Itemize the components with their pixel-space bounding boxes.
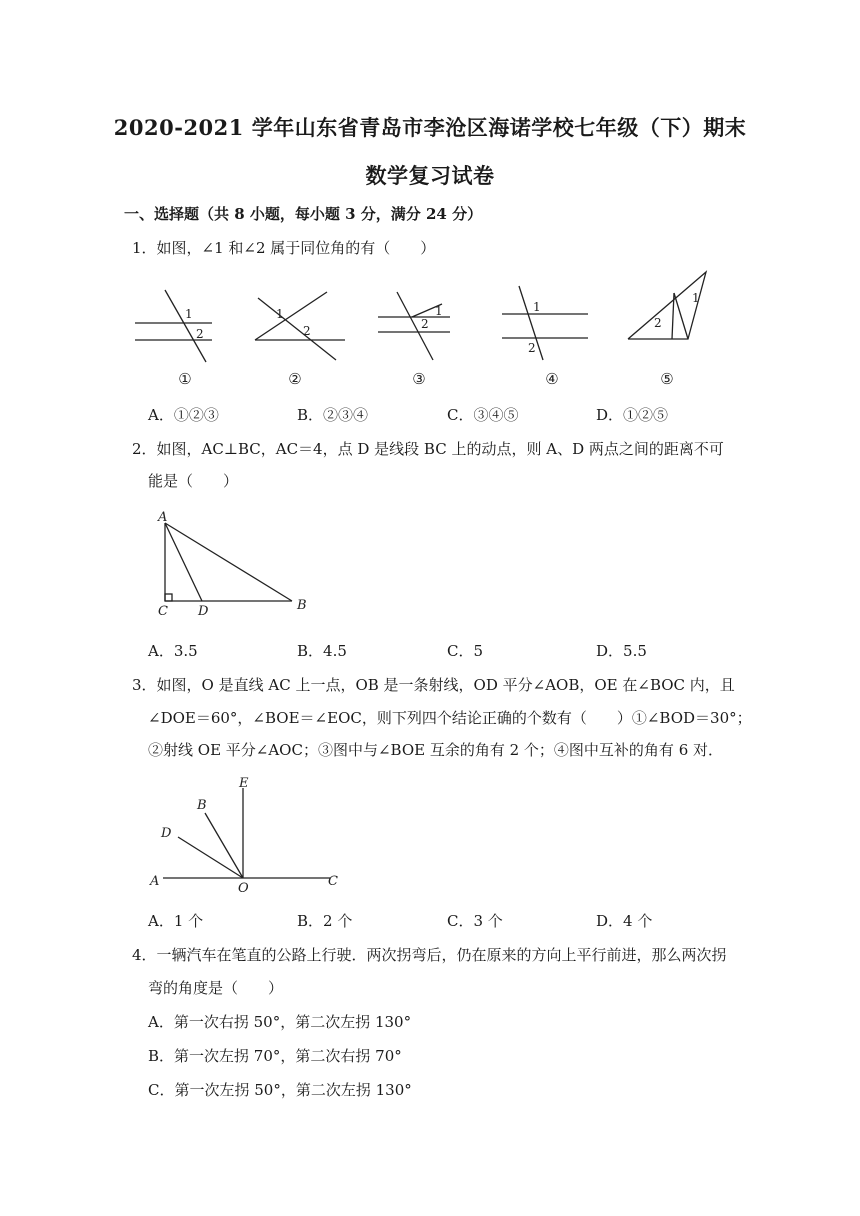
point-label-d: D	[198, 604, 209, 619]
q1-stem: 1．如图，∠1 和∠2 属于同位角的有（ ）	[132, 239, 436, 257]
point-label-d: D	[161, 826, 172, 841]
q3-stem-line2: ∠DOE＝60°，∠BOE＝∠EOC，则下列四个结论正确的个数有（ ）①∠BOD＝30°；	[148, 709, 752, 727]
point-label-c: C	[328, 874, 338, 889]
q2-option-d[interactable]: D．5.5	[596, 642, 647, 660]
q3-stem-line1: 3．如图，O 是直线 AC 上一点，OB 是一条射线，OD 平分∠AOB，OE 在∠BOC 内，且	[132, 676, 735, 694]
q1-figures	[0, 262, 860, 402]
q1-figure-label: ②	[288, 370, 302, 388]
q3-option-b[interactable]: B．2 个	[297, 912, 353, 930]
q1-angle-label: 2	[654, 316, 662, 330]
q1-angle-label: 2	[528, 341, 536, 355]
q1-figure-label: ③	[412, 370, 426, 388]
q1-figure-label: ⑤	[660, 370, 674, 388]
section-heading: 一、选择题（共 8 小题，每小题 3 分，满分 24 分）	[124, 205, 483, 223]
q3-option-a[interactable]: A．1 个	[148, 912, 204, 930]
q1-option-a[interactable]: A．①②③	[148, 406, 219, 424]
q1-angle-label: 2	[196, 327, 204, 341]
q1-angle-label: 1	[185, 307, 193, 321]
q2-option-a[interactable]: A．3.5	[148, 642, 198, 660]
q1-figure-label: ④	[545, 370, 559, 388]
q4-option-a[interactable]: A．第一次右拐 50°，第二次左拐 130°	[148, 1013, 412, 1031]
exam-title-line2: 数学复习试卷	[365, 163, 495, 188]
q3-option-c[interactable]: C．3 个	[447, 912, 503, 930]
q2-stem-line1: 2．如图，AC⊥BC，AC＝4，点 D 是线段 BC 上的动点，则 A、D 两点之间的距离不可	[132, 440, 724, 458]
q1-option-c[interactable]: C．③④⑤	[447, 406, 519, 424]
q3-option-d[interactable]: D．4 个	[596, 912, 653, 930]
q3-stem-line3: ②射线 OE 平分∠AOC；③图中与∠BOE 互余的角有 2 个；④图中互补的角有 6 对．	[148, 741, 724, 759]
q4-option-c[interactable]: C．第一次左拐 50°，第二次左拐 130°	[148, 1081, 412, 1099]
q1-figure-label: ①	[178, 370, 192, 388]
q2-option-c[interactable]: C．5	[447, 642, 484, 660]
q4-option-b[interactable]: B．第一次左拐 70°，第二次右拐 70°	[148, 1047, 402, 1065]
q3-figure	[145, 775, 365, 895]
point-label-o: O	[238, 881, 249, 896]
point-label-b: B	[197, 798, 207, 813]
q1-angle-label: 1	[276, 307, 284, 321]
q1-angle-label: 2	[303, 324, 311, 338]
q2-figure	[150, 505, 350, 625]
exam-title-line1: 2020-2021 学年山东省青岛市李沧区海诺学校七年级（下）期末	[113, 115, 747, 140]
q2-option-b[interactable]: B．4.5	[297, 642, 347, 660]
q1-option-d[interactable]: D．①②⑤	[596, 406, 669, 424]
point-label-b: B	[297, 598, 307, 613]
q4-stem-line1: 4．一辆汽车在笔直的公路上行驶．两次拐弯后，仍在原来的方向上平行前进，那么两次拐	[132, 946, 727, 964]
q1-angle-label: 1	[435, 304, 443, 318]
q1-option-b[interactable]: B．②③④	[297, 406, 369, 424]
point-label-a: A	[158, 510, 168, 525]
q1-angle-label: 1	[692, 291, 700, 305]
q4-stem-line2: 弯的角度是（ ）	[148, 979, 284, 997]
q1-angle-label: 1	[533, 300, 541, 314]
point-label-c: C	[158, 604, 168, 619]
point-label-e: E	[239, 776, 249, 791]
q2-stem-line2: 能是（ ）	[148, 472, 239, 490]
q1-angle-label: 2	[421, 317, 429, 331]
point-label-a: A	[150, 874, 160, 889]
